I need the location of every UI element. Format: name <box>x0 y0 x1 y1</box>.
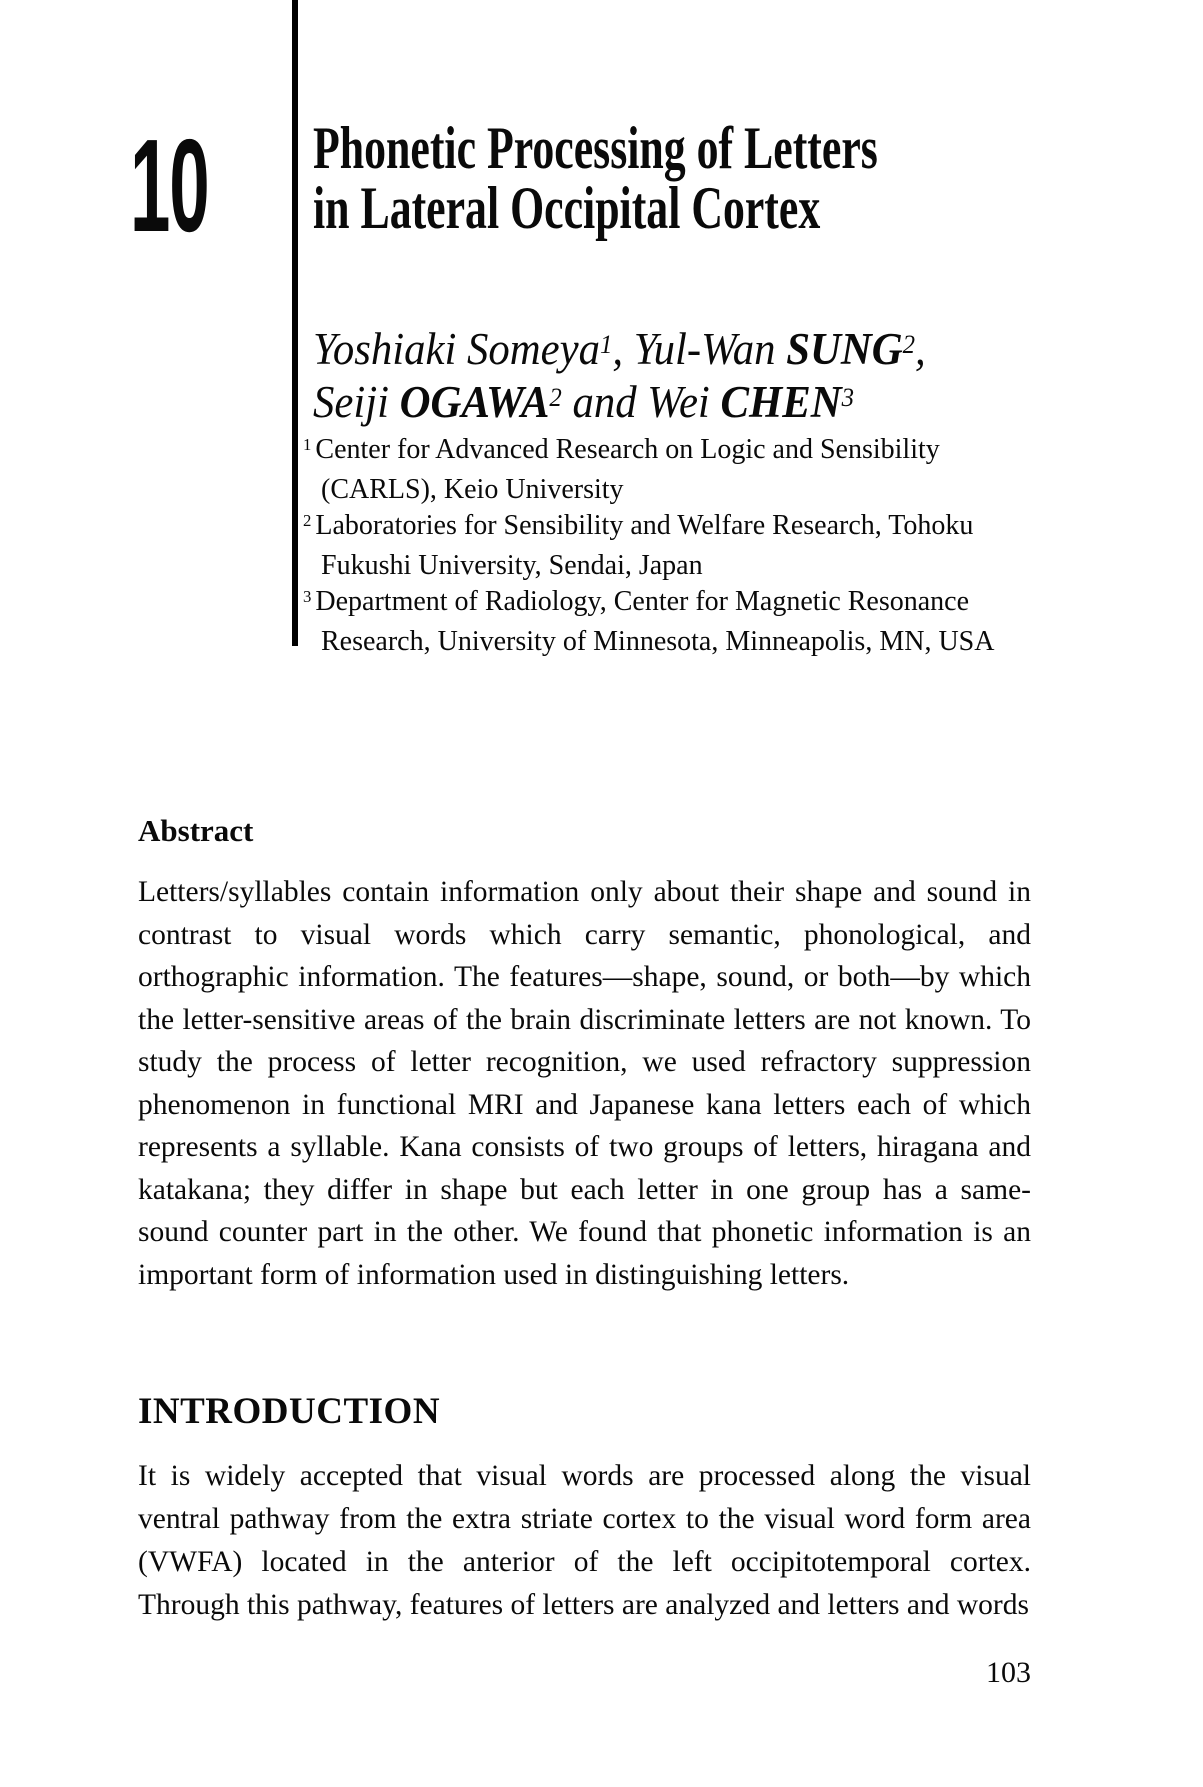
author-name: OGAWA <box>399 377 550 427</box>
chapter-title-line-1: Phonetic Processing of Letters <box>313 115 878 181</box>
chapter-title-line-2: in Lateral Occipital Cortex <box>313 175 821 241</box>
affiliation-3 <box>303 584 994 660</box>
abstract-text: Letters/syllables contain information only about their shape and sound in contrast to visual words which carry semantic, phonological, and orthographic information. The features—shape, sound, or both—by which the letter-sensitive areas of the brain discriminate letters are not known. To study the process of letter recognition, we used refractory suppression phenomenon in functional MRI and Japanese kana letters each of which represents a syllable. Kana consists of two groups of letters, hiragana and katakana; they differ in shape but each letter in one group has a same-sound counter part in the other. We found that phonetic information is an important form of information used in distinguishing letters. <box>138 876 1031 1291</box>
author-superscript: 2 <box>549 383 562 413</box>
author-superscript: 1 <box>599 330 613 360</box>
authors-block <box>313 326 926 432</box>
affiliation-text: Laboratories for Sensibility and Welfare Research, Tohoku <box>315 510 974 541</box>
affiliation-1 <box>303 432 994 508</box>
author-superscript: 3 <box>841 383 855 413</box>
authors-separator: , <box>915 324 926 374</box>
affiliation-text: Department of Radiology, Center for Magnetic Resonance <box>315 586 970 617</box>
affiliation-text: Fukushi University, Sendai, Japan <box>321 549 703 581</box>
introduction-text: It is widely accepted that visual words are processed along the visual ventral pathway from the extra striate cortex to the visual word form area (VWFA) located in the anterior of the left occipitotemporal cortex. Through this pathway, features of letters are analyzed and letters and words <box>138 1460 1031 1621</box>
affiliation-text: Research, University of Minnesota, Minneapolis, MN, USA <box>321 625 995 657</box>
affiliations-block <box>303 432 994 660</box>
authors-line-1 <box>313 326 926 379</box>
affiliation-superscript: 1 <box>303 435 312 455</box>
chapter-title <box>313 115 878 241</box>
authors-separator: and Wei <box>561 377 721 427</box>
authors-line-2 <box>313 379 926 432</box>
affiliation-superscript: 2 <box>303 511 312 531</box>
author-name: Yoshiaki Someya <box>313 324 600 374</box>
chapter-number: 10 <box>130 112 209 259</box>
page-number: 103 <box>986 1656 1031 1689</box>
chapter-divider-bar <box>292 0 298 646</box>
affiliation-text: Center for Advanced Research on Logic and Sensibility <box>315 434 940 465</box>
author-name: Seiji <box>313 377 400 427</box>
author-name: SUNG <box>786 324 903 374</box>
author-name: CHEN <box>720 377 842 427</box>
abstract-heading: Abstract <box>138 813 254 848</box>
author-superscript: 2 <box>902 330 916 360</box>
affiliation-text: (CARLS), Keio University <box>321 473 624 505</box>
affiliation-2 <box>303 508 994 584</box>
affiliation-superscript: 3 <box>303 587 312 607</box>
authors-separator: , Yul-Wan <box>612 324 787 374</box>
introduction-heading: INTRODUCTION <box>138 1391 441 1432</box>
